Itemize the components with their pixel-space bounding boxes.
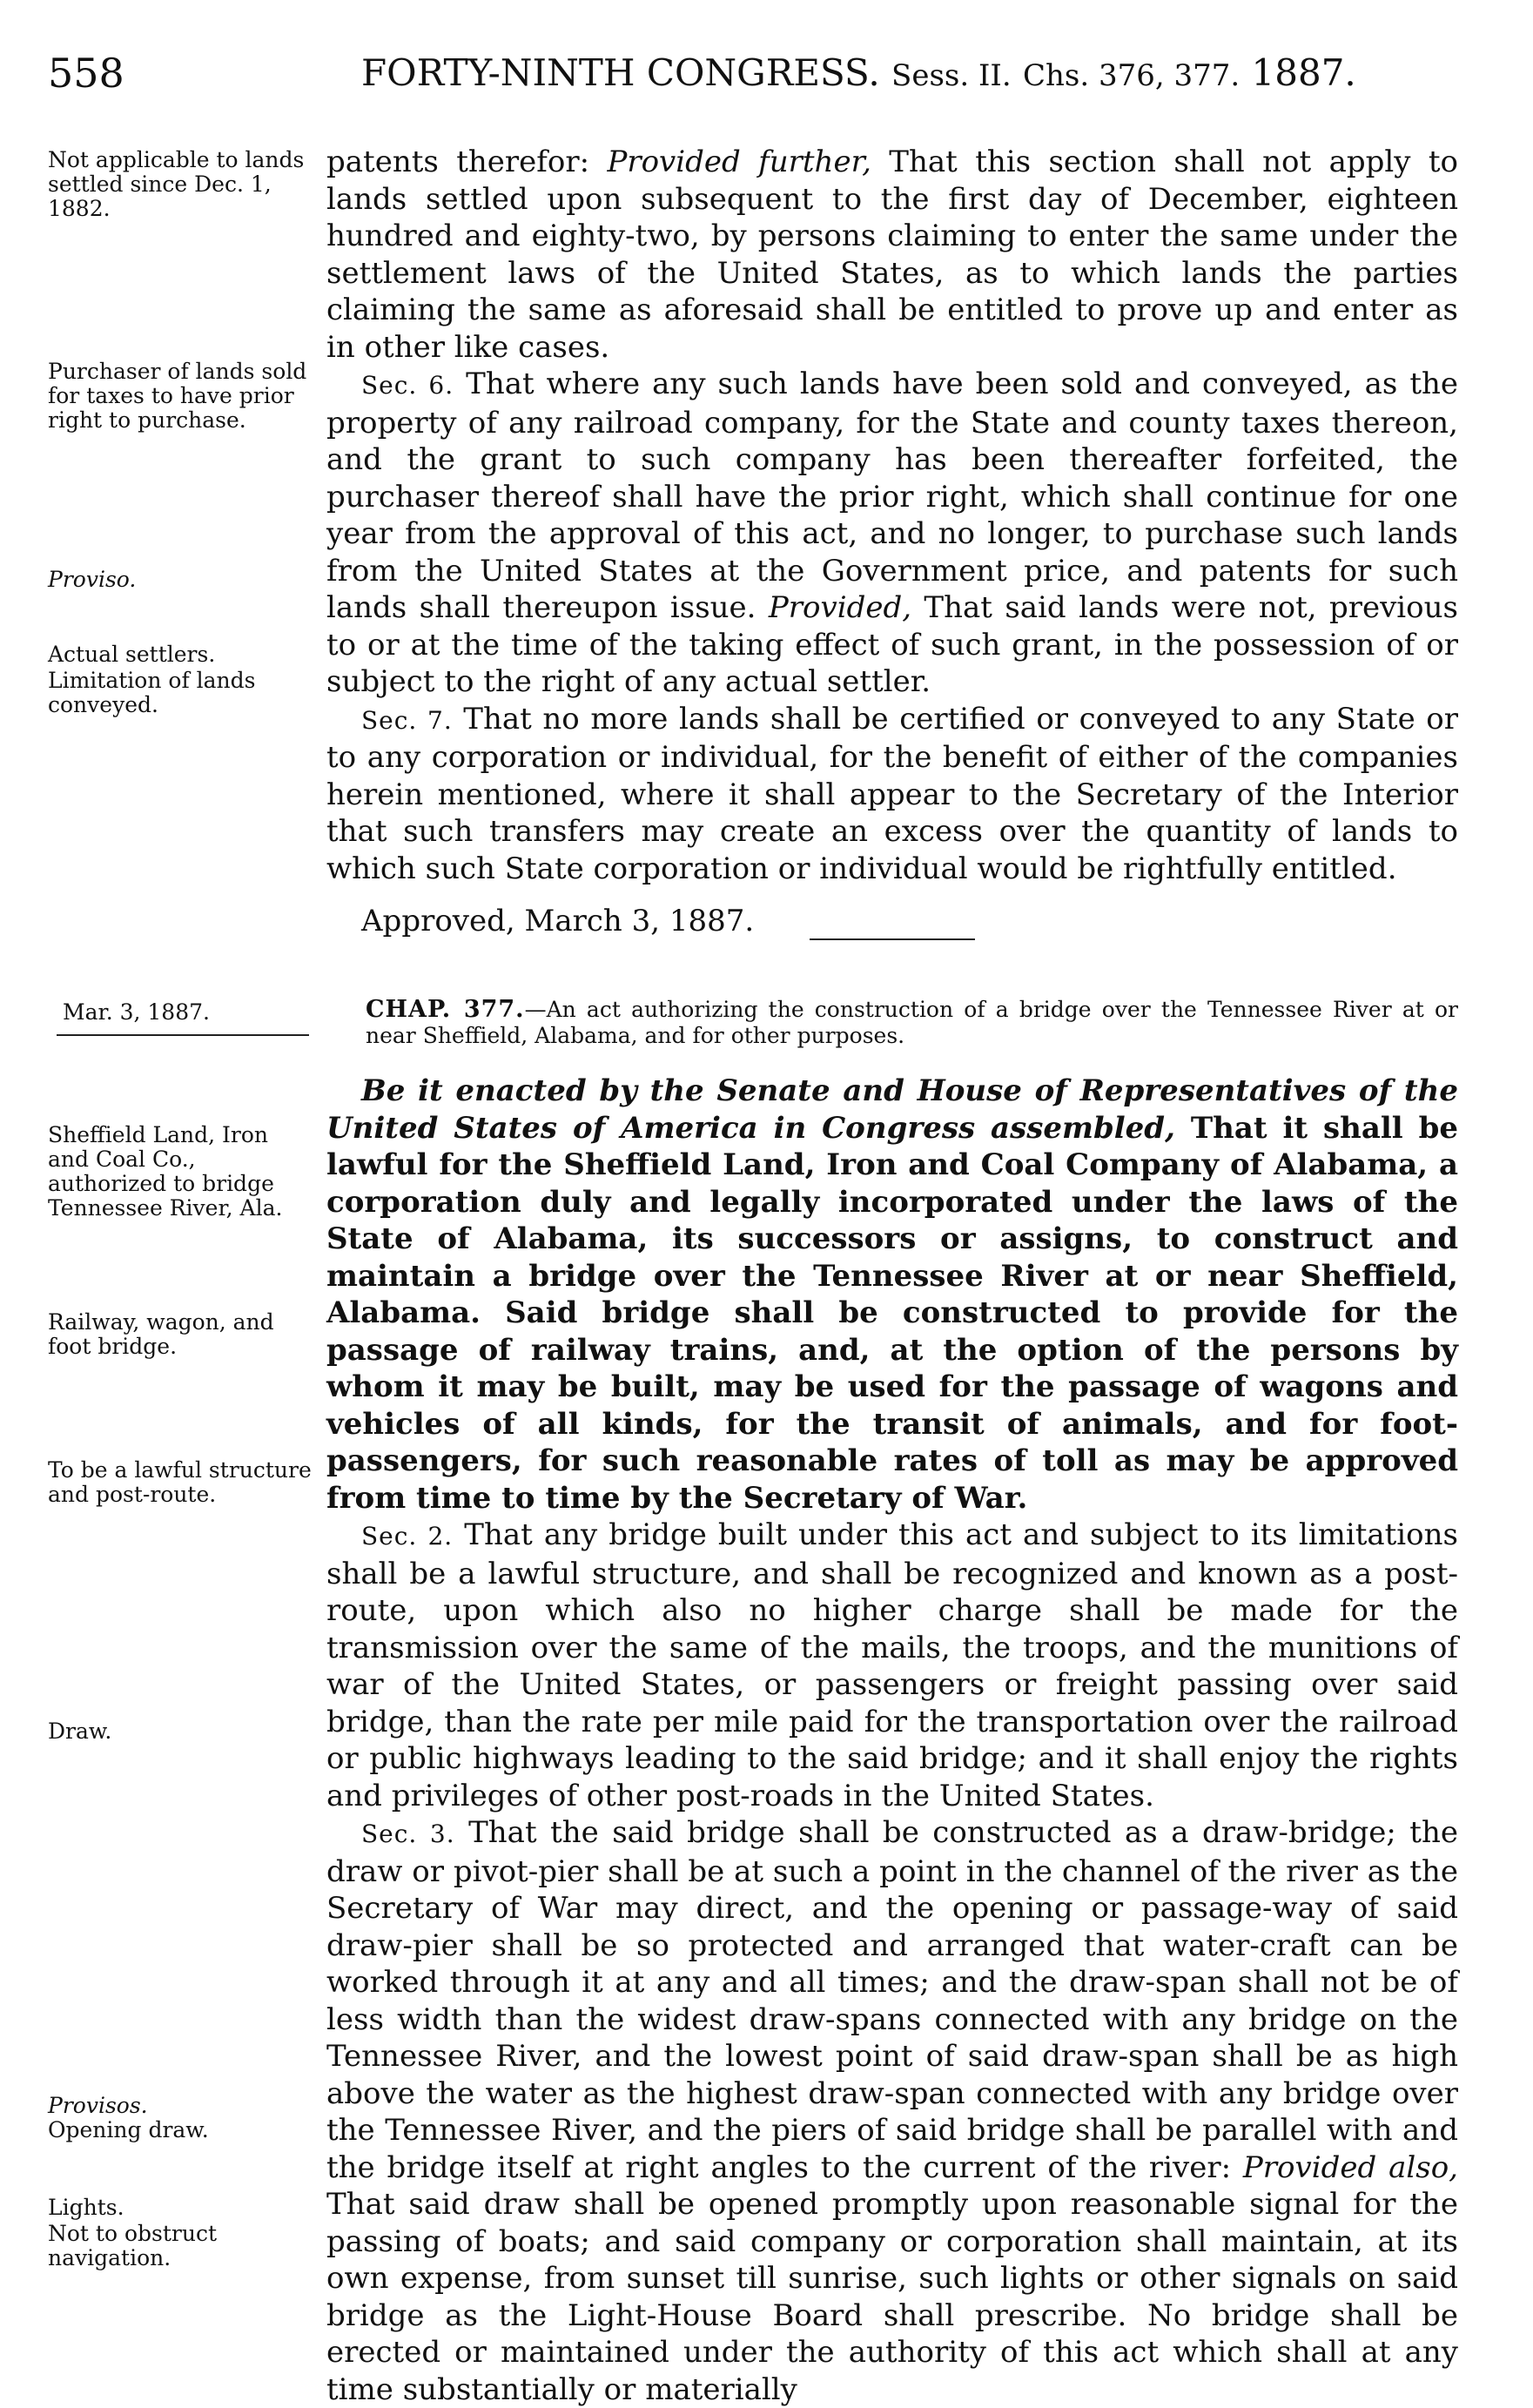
section-6: Sec. 6. That where any such lands have been sold and conveyed, as the property of any railroad company, for the State and county taxes thereon, and the grant to such company has been thereafter forfeited, the purchaser thereof shall have the prior right, which shall continue for one year from the approval of this act, and no longer, to purchase such lands from the United States at the Government price, and patents for such lands shall thereupon issue. Provided, That said lands were not, previous to or at the time of the taking effect of such grant, in the possession of or subject to the right of any actual settler.: [326, 367, 1459, 699]
sidenote-not-obstruct: Not to obstruct navigation.: [48, 2221, 217, 2270]
running-head: [361, 50, 1428, 98]
sidenote-actual-settlers: Actual settlers.: [48, 642, 216, 667]
section-label: Sec. 2.: [361, 1522, 454, 1550]
sidenote-limitation: Limitation of lands conveyed.: [48, 668, 256, 717]
page-number: 558: [48, 50, 124, 97]
running-head-chapters: Chs. 376, 377.: [1022, 58, 1241, 93]
sidenote-draw: Draw.: [48, 1719, 112, 1744]
section-2: Sec. 2. That any bridge built under this act and subject to its limitations shall be a lawful structure, and shall be recognized and known as a post-route, upon which also no higher charge shall be made for the transmission over the same of the mails, the troops, and the munitions of war of the United States, or passengers or freight passing over said bridge, than the rate per mile paid for the transportation over the railroad or public highways leading to the said bridge; and it shall enjoy the rights and privileges of other post-roads in the United States.: [326, 1517, 1458, 1813]
sidenote-opening-draw: Opening draw.: [48, 2117, 209, 2142]
sidenote-lawful: To be a lawful structure and post-route.: [48, 1457, 312, 1507]
sidenote-lights: Lights.: [48, 2195, 124, 2220]
sidenote-purchaser: Purchaser of lands sold for taxes to have prior right to purchase.: [48, 359, 307, 433]
sidenote-not-applicable: Not applicable to lands settled since Dec. 1, 1882.: [48, 147, 305, 221]
running-head-year: 1887.: [1251, 51, 1356, 94]
section-label: Sec. 6.: [361, 371, 454, 400]
enacting-clause: Be it enacted by the Senate and House of Representatives of the United States of America in Congress assembled, That it shall be lawful for the Sheffield Land, Iron and Coal Company of Alabama, a corporation duly and legally incorporated under the laws of the State of Alabama, its successors or assigns, to construct and maintain a bridge over the Tennessee River at or near Sheffield, Alabama. Said bridge shall be constructed to provide for the passage of railway trains, and, at the option of the persons by whom it may be built, may be used for the passage of wagons and vehicles of all kinds, for the transit of animals, and for foot-passengers, for such reasonable rates of toll as may be approved from time to time by the Secretary of War.: [326, 1073, 1458, 1516]
paragraph-proviso-further: patents therefor: Provided further, That this section shall not apply to lands settled upon subsequent to the first day of December, eighteen hundred and eighty-two, by persons claiming to enter the same under the settlement laws of the United States, as to which lands the parties claiming the same as aforesaid shall be entitled to prove up and enter as in other like cases.: [326, 145, 1458, 365]
sidenote-railway: Railway, wagon, and foot bridge.: [48, 1309, 274, 1359]
approved-line: Approved, March 3, 1887.: [361, 904, 755, 938]
section-label: Sec. 3.: [361, 1819, 455, 1848]
section-7: Sec. 7. That no more lands shall be certified or conveyed to any State or to any corporation or individual, for the benefit of either of the companies herein mentioned, where it shall appear to the Secretary of the Interior that such transfers may create an excess over the quantity of lands to which such State corporation or individual would be rightfully entitled.: [326, 701, 1458, 886]
running-head-session: Sess. II.: [891, 58, 1012, 93]
chapter-date: Mar. 3, 1887.: [63, 999, 210, 1025]
section-label: Sec. 7.: [361, 705, 453, 735]
chapter-title: CHAP. 377.—An act authorizing the construction of a bridge over the Tennessee River at or near Sheffield, Alabama, and for other purposes.: [366, 996, 1458, 1048]
sidenote-proviso: Proviso.: [48, 567, 137, 592]
running-head-congress: FORTY-NINTH CONGRESS.: [361, 51, 880, 94]
section-divider: [810, 938, 975, 940]
chapter-376-text: [326, 144, 1458, 940]
sidenote-sheffield: Sheffield Land, Iron and Coal Co., authorized to bridge Tennessee River, Ala.: [48, 1122, 283, 1221]
date-underline: [57, 1034, 309, 1036]
sidenote-provisos: Provisos.: [48, 2093, 148, 2118]
section-3: Sec. 3. That the said bridge shall be constructed as a draw-bridge; the draw or pivot-pier shall be at such a point in the channel of the river as the Secretary of War may direct, and the opening or passage-way of said draw-pier shall be so protected and arranged that water-craft can be worked through it at any and all times; and the draw-span shall not be of less width than the widest draw-spans connected with any bridge on the Tennessee River, and the lowest point of said draw-span shall be as high above the water as the highest draw-span connected with any bridge over the Tennessee River, and the piers of said bridge shall be parallel with and the bridge itself at right angles to the current of the river: Provided also, That said draw shall be opened promptly upon reasonable signal for the passing of boats; and said company or corporation shall maintain, at its own expense, from sunset till sunrise, such lights or other signals on said bridge as the Light-House Board shall prescribe. No bridge shall be erected or maintained under the authority of this act which shall at any time substantially or materially: [326, 1815, 1458, 2407]
chapter-377-text: [326, 1073, 1458, 2408]
